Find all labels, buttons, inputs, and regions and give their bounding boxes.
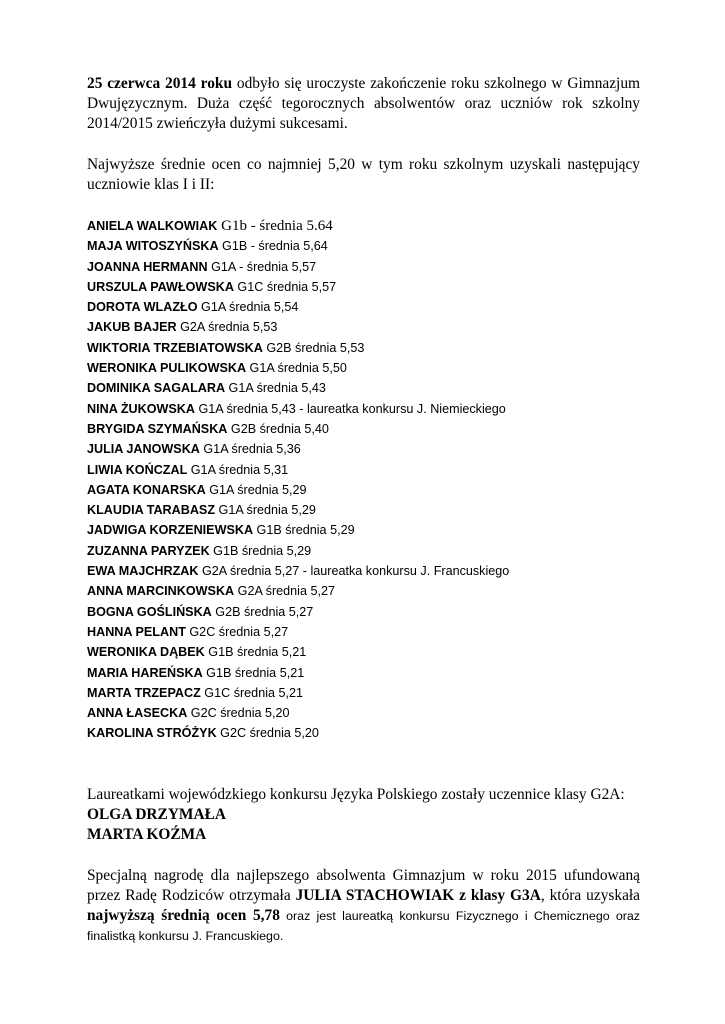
student-details: G1A średnia 5,29 <box>215 503 316 518</box>
student-details: G1C średnia 5,57 <box>233 279 337 294</box>
student-name: WERONIKA PULIKOWSKA <box>87 361 247 376</box>
student-row <box>87 378 640 398</box>
special-winner: JULIA STACHOWIAK z klasy G3A <box>295 886 541 904</box>
averages-intro: Najwyższe średnie ocen co najmniej 5,20 w tym roku szkolnym uzyskali następujący uczniowie klas I i II: <box>87 156 640 193</box>
student-details: G1A średnia 5,36 <box>199 442 301 457</box>
student-details: G2C średnia 5,20 <box>216 726 319 741</box>
student-name: MARTA TRZEPACZ <box>87 685 201 700</box>
special-award-paragraph <box>87 866 640 946</box>
student-name: DOROTA WLAZŁO <box>87 300 198 315</box>
student-details: G1B średnia 5,29 <box>253 523 355 538</box>
student-details: G1C średnia 5,21 <box>200 685 304 700</box>
laureate-name: MARTA KOŹMA <box>87 825 207 843</box>
special-highlight: najwyższą średnią ocen 5,78 <box>87 906 280 924</box>
student-name: ANNA MARCINKOWSKA <box>87 584 235 599</box>
student-name: EWA MAJCHRZAK <box>87 564 199 579</box>
student-row <box>87 581 640 601</box>
student-name: MARIA HAREŃSKA <box>87 665 203 680</box>
student-name: DOMINIKA SAGALARA <box>87 381 226 396</box>
student-details: G2A średnia 5,27 - laureatka konkursu J. Francuskiego <box>198 564 510 579</box>
student-row <box>87 297 640 317</box>
student-name: ANIELA WALKOWIAK <box>87 219 218 233</box>
student-name: WERONIKA DĄBEK <box>87 645 205 660</box>
student-details: G1A średnia 5,31 <box>187 462 289 477</box>
student-row <box>87 541 640 561</box>
student-name: JADWIGA KORZENIEWSKA <box>87 523 254 538</box>
student-row <box>87 663 640 683</box>
student-details: G2B średnia 5,27 <box>211 604 314 619</box>
student-details: G2B średnia 5,53 <box>262 340 365 355</box>
student-row <box>87 703 640 723</box>
student-details: G1B średnia 5,21 <box>202 665 305 680</box>
special-text-2: , która uzyskała <box>540 886 641 904</box>
student-name: JOANNA HERMANN <box>87 259 208 274</box>
student-row <box>87 257 640 277</box>
student-row <box>87 683 640 703</box>
student-details: G1b - średnia 5.64 <box>217 218 333 234</box>
student-details: G1A średnia 5,50 <box>246 361 347 376</box>
student-name: URSZULA PAWŁOWSKA <box>87 279 234 294</box>
student-details: G1A - średnia 5,57 <box>207 259 317 274</box>
student-row <box>87 602 640 622</box>
student-details: G2B średnia 5,40 <box>227 421 329 436</box>
student-row <box>87 642 640 662</box>
student-name: JULIA JANOWSKA <box>87 442 200 457</box>
student-name: HANNA PELANT <box>87 624 186 639</box>
student-row <box>87 216 640 236</box>
student-details: G2A średnia 5,53 <box>176 320 278 335</box>
student-name: MAJA WITOSZYŃSKA <box>87 239 219 254</box>
laureates-section <box>87 785 640 845</box>
student-name: LIWIA KOŃCZAL <box>87 462 188 477</box>
student-name: ZUZANNA PARYZEK <box>87 543 210 558</box>
student-row <box>87 277 640 297</box>
student-row <box>87 460 640 480</box>
student-details: G1A średnia 5,43 - laureatka konkursu J. Niemieckiego <box>194 401 506 416</box>
special-text-1: Specjalną nagrodę dla najlepszego absolwenta Gimnazjum w roku 2015 ufundowaną przez Radę Rodziców otrzymała <box>87 866 640 904</box>
student-row <box>87 419 640 439</box>
student-row <box>87 338 640 358</box>
student-row <box>87 500 640 520</box>
student-name: BOGNA GOŚLIŃSKA <box>87 604 212 619</box>
student-row <box>87 723 640 743</box>
intro-paragraph <box>87 74 640 134</box>
laureate-name: OLGA DRZYMAŁA <box>87 805 226 823</box>
student-name: WIKTORIA TRZEBIATOWSKA <box>87 340 263 355</box>
student-row <box>87 439 640 459</box>
laureates-intro: Laureatkami wojewódzkiego konkursu Języka Polskiego zostały uczennice klasy G2A: <box>87 785 625 803</box>
student-row <box>87 561 640 581</box>
student-details: G1B średnia 5,29 <box>209 543 312 558</box>
student-details: G2C średnia 5,27 <box>185 624 289 639</box>
student-row <box>87 317 640 337</box>
special-text-3: oraz jest laureatką konkursu Fizycznego i Chemicznego oraz finalistką konkursu J. Francuskiego. <box>87 908 640 943</box>
student-name: KAROLINA STRÓŻYK <box>87 726 217 741</box>
student-details: G1A średnia 5,29 <box>205 482 307 497</box>
student-row <box>87 480 640 500</box>
student-row <box>87 520 640 540</box>
student-name: KLAUDIA TARABASZ <box>87 503 216 518</box>
student-details: G1B średnia 5,21 <box>204 645 307 660</box>
student-name: ANNA ŁASECKA <box>87 706 188 721</box>
student-details: G1A średnia 5,54 <box>197 300 299 315</box>
student-details: G2C średnia 5,20 <box>187 706 290 721</box>
student-details: G1B - średnia 5,64 <box>218 239 328 254</box>
student-row <box>87 236 640 256</box>
document-page <box>87 72 640 946</box>
student-name: BRYGIDA SZYMAŃSKA <box>87 421 228 436</box>
student-row <box>87 399 640 419</box>
student-row <box>87 622 640 642</box>
student-name: NINA ŻUKOWSKA <box>87 401 195 416</box>
student-name: AGATA KONARSKA <box>87 482 206 497</box>
student-list <box>87 216 640 744</box>
intro-text: odbyło się uroczyste zakończenie roku szkolnego w Gimnazjum Dwujęzycznym. Duża część tegorocznych absolwentów oraz uczniów rok szkolny 2014/2015 zwieńczyła dużymi sukcesami. <box>87 75 640 132</box>
student-details: G1A średnia 5,43 <box>225 381 326 396</box>
student-details: G2A średnia 5,27 <box>234 584 335 599</box>
student-name: JAKUB BAJER <box>87 320 177 335</box>
student-row <box>87 358 640 378</box>
intro-date: 25 czerwca 2014 roku <box>87 75 233 92</box>
